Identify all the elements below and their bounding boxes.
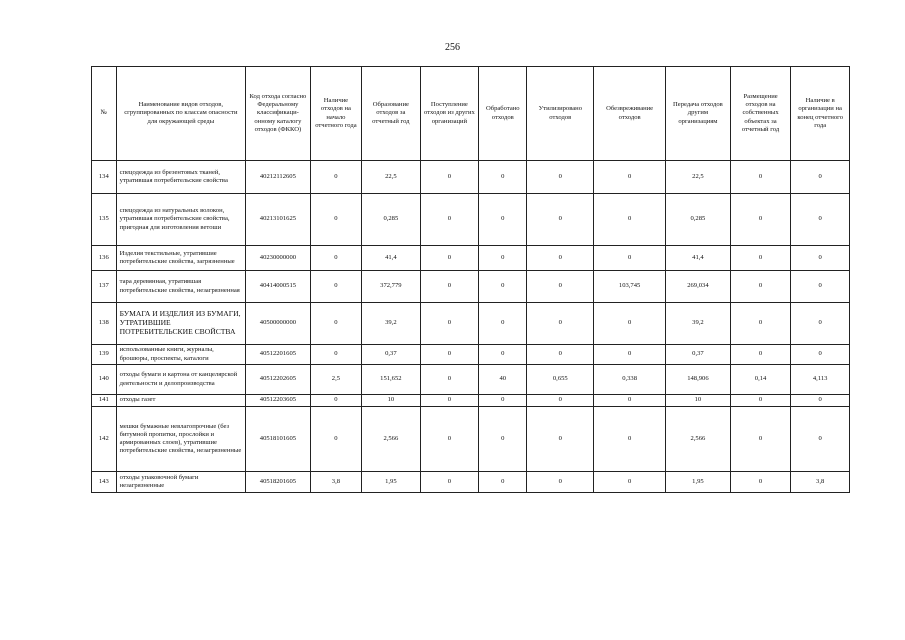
- received: 0: [420, 194, 479, 246]
- page-number: 256: [445, 42, 460, 53]
- transferred: 22,5: [666, 161, 731, 194]
- utilized: 0: [527, 472, 594, 493]
- row-number: 140: [92, 365, 117, 395]
- placed: 0: [730, 303, 791, 345]
- header-row: [92, 67, 850, 161]
- start-balance: 0: [310, 345, 361, 365]
- processed: 0: [479, 194, 527, 246]
- utilized: 0: [527, 271, 594, 303]
- neutralized: 0: [594, 345, 666, 365]
- processed: 0: [479, 345, 527, 365]
- fkko-code: 40500000000: [246, 303, 311, 345]
- table-row: [92, 194, 850, 246]
- generated: 151,652: [362, 365, 421, 395]
- end-balance: 0: [791, 161, 850, 194]
- received: 0: [420, 395, 479, 407]
- header-placed: Размещение отходов на собственных объектах за отчетный год: [730, 67, 791, 161]
- start-balance: 0: [310, 395, 361, 407]
- received: 0: [420, 271, 479, 303]
- start-balance: 0: [310, 246, 361, 271]
- fkko-code: 40512202605: [246, 365, 311, 395]
- fkko-code: 40512203605: [246, 395, 311, 407]
- row-number: 139: [92, 345, 117, 365]
- waste-name: отходы бумаги и картона от канцелярской деятельности и делопроизводства: [116, 365, 245, 395]
- end-balance: 0: [791, 345, 850, 365]
- end-balance: 0: [791, 407, 850, 472]
- placed: 0,14: [730, 365, 791, 395]
- processed: 0: [479, 246, 527, 271]
- received: 0: [420, 246, 479, 271]
- fkko-code: 40212112605: [246, 161, 311, 194]
- waste-name: использованные книги, журналы, брошюры, проспекты, каталоги: [116, 345, 245, 365]
- header-neutralized: Обезвреживание отходов: [594, 67, 666, 161]
- row-number: 134: [92, 161, 117, 194]
- fkko-code: 40414000515: [246, 271, 311, 303]
- end-balance: 4,113: [791, 365, 850, 395]
- generated: 372,779: [362, 271, 421, 303]
- placed: 0: [730, 271, 791, 303]
- start-balance: 0: [310, 271, 361, 303]
- neutralized: 0: [594, 246, 666, 271]
- placed: 0: [730, 194, 791, 246]
- end-balance: 3,8: [791, 472, 850, 493]
- header-generated: Образование отходов за отчетный год: [362, 67, 421, 161]
- fkko-code: 40518201605: [246, 472, 311, 493]
- generated: 2,566: [362, 407, 421, 472]
- processed: 0: [479, 395, 527, 407]
- generated: 1,95: [362, 472, 421, 493]
- waste-table: [91, 66, 850, 493]
- start-balance: 0: [310, 194, 361, 246]
- waste-name: тара деревянная, утратившая потребительские свойства, незагрязненная: [116, 271, 245, 303]
- generated: 41,4: [362, 246, 421, 271]
- neutralized: 103,745: [594, 271, 666, 303]
- table-row: [92, 271, 850, 303]
- neutralized: 0: [594, 407, 666, 472]
- transferred: 0,285: [666, 194, 731, 246]
- processed: 0: [479, 472, 527, 493]
- table-row: [92, 395, 850, 407]
- table-row: [92, 161, 850, 194]
- header-received: Поступление отходов из других организаций: [420, 67, 479, 161]
- utilized: 0: [527, 407, 594, 472]
- table-row: [92, 303, 850, 345]
- transferred: 10: [666, 395, 731, 407]
- header-start-balance: Наличие отходов на начало отчетного года: [310, 67, 361, 161]
- transferred: 1,95: [666, 472, 731, 493]
- fkko-code: 40213101625: [246, 194, 311, 246]
- start-balance: 3,8: [310, 472, 361, 493]
- end-balance: 0: [791, 246, 850, 271]
- transferred: 2,566: [666, 407, 731, 472]
- transferred: 269,034: [666, 271, 731, 303]
- header-transferred: Передача отходов другим организациям: [666, 67, 731, 161]
- fkko-code: 40230000000: [246, 246, 311, 271]
- waste-name: Изделия текстильные, утратившие потребительские свойства, загрязненные: [116, 246, 245, 271]
- header-utilized: Утилизировано отходов: [527, 67, 594, 161]
- table-row: [92, 246, 850, 271]
- neutralized: 0: [594, 161, 666, 194]
- neutralized: 0: [594, 194, 666, 246]
- utilized: 0: [527, 395, 594, 407]
- transferred: 148,906: [666, 365, 731, 395]
- received: 0: [420, 303, 479, 345]
- start-balance: 0: [310, 407, 361, 472]
- end-balance: 0: [791, 271, 850, 303]
- header-processed: Обработано отходов: [479, 67, 527, 161]
- waste-name: отходы упаковочной бумаги незагрязненные: [116, 472, 245, 493]
- generated: 39,2: [362, 303, 421, 345]
- neutralized: 0: [594, 395, 666, 407]
- start-balance: 2,5: [310, 365, 361, 395]
- header-end-balance: Наличие в организации на конец отчетного года: [791, 67, 850, 161]
- row-number: 138: [92, 303, 117, 345]
- waste-name: БУМАГА И ИЗДЕЛИЯ ИЗ БУМАГИ, УТРАТИВШИЕ ПОТРЕБИТЕЛЬСКИЕ СВОЙСТВА: [116, 303, 245, 345]
- header-fkko-code: Код отхода согласно Федеральному классификаци-онному каталогу отходов (ФККО): [246, 67, 311, 161]
- utilized: 0: [527, 345, 594, 365]
- processed: 0: [479, 407, 527, 472]
- placed: 0: [730, 345, 791, 365]
- placed: 0: [730, 246, 791, 271]
- end-balance: 0: [791, 303, 850, 345]
- row-number: 136: [92, 246, 117, 271]
- neutralized: 0,338: [594, 365, 666, 395]
- received: 0: [420, 472, 479, 493]
- row-number: 143: [92, 472, 117, 493]
- row-number: 135: [92, 194, 117, 246]
- waste-name: отходы газет: [116, 395, 245, 407]
- transferred: 39,2: [666, 303, 731, 345]
- row-number: 141: [92, 395, 117, 407]
- utilized: 0: [527, 303, 594, 345]
- placed: 0: [730, 161, 791, 194]
- header-waste-name: Наименование видов отходов, сгруппированных по классам опасности для окружающей среды: [116, 67, 245, 161]
- table-row: [92, 472, 850, 493]
- placed: 0: [730, 472, 791, 493]
- waste-name: спецодежда из брезентовых тканей, утратившая потребительские свойства: [116, 161, 245, 194]
- processed: 40: [479, 365, 527, 395]
- fkko-code: 40512201605: [246, 345, 311, 365]
- transferred: 0,37: [666, 345, 731, 365]
- processed: 0: [479, 161, 527, 194]
- generated: 0,285: [362, 194, 421, 246]
- neutralized: 0: [594, 472, 666, 493]
- processed: 0: [479, 303, 527, 345]
- generated: 22,5: [362, 161, 421, 194]
- table-row: [92, 365, 850, 395]
- utilized: 0: [527, 161, 594, 194]
- utilized: 0,655: [527, 365, 594, 395]
- generated: 0,37: [362, 345, 421, 365]
- generated: 10: [362, 395, 421, 407]
- header-number: №: [92, 67, 117, 161]
- received: 0: [420, 365, 479, 395]
- end-balance: 0: [791, 395, 850, 407]
- received: 0: [420, 407, 479, 472]
- utilized: 0: [527, 194, 594, 246]
- utilized: 0: [527, 246, 594, 271]
- start-balance: 0: [310, 161, 361, 194]
- end-balance: 0: [791, 194, 850, 246]
- received: 0: [420, 345, 479, 365]
- placed: 0: [730, 395, 791, 407]
- table-row: [92, 407, 850, 472]
- row-number: 137: [92, 271, 117, 303]
- waste-name: спецодежда из натуральных волокон, утратившая потребительские свойства, пригодная для изготовления ветоши: [116, 194, 245, 246]
- waste-name: мешки бумажные невлагопрочные (без битумной пропитки, прослойки и армированных слоев), утратившие потребительские свойства, незагрязненные: [116, 407, 245, 472]
- table-row: [92, 345, 850, 365]
- table-body: [92, 161, 850, 493]
- received: 0: [420, 161, 479, 194]
- neutralized: 0: [594, 303, 666, 345]
- row-number: 142: [92, 407, 117, 472]
- transferred: 41,4: [666, 246, 731, 271]
- processed: 0: [479, 271, 527, 303]
- fkko-code: 40518101605: [246, 407, 311, 472]
- start-balance: 0: [310, 303, 361, 345]
- placed: 0: [730, 407, 791, 472]
